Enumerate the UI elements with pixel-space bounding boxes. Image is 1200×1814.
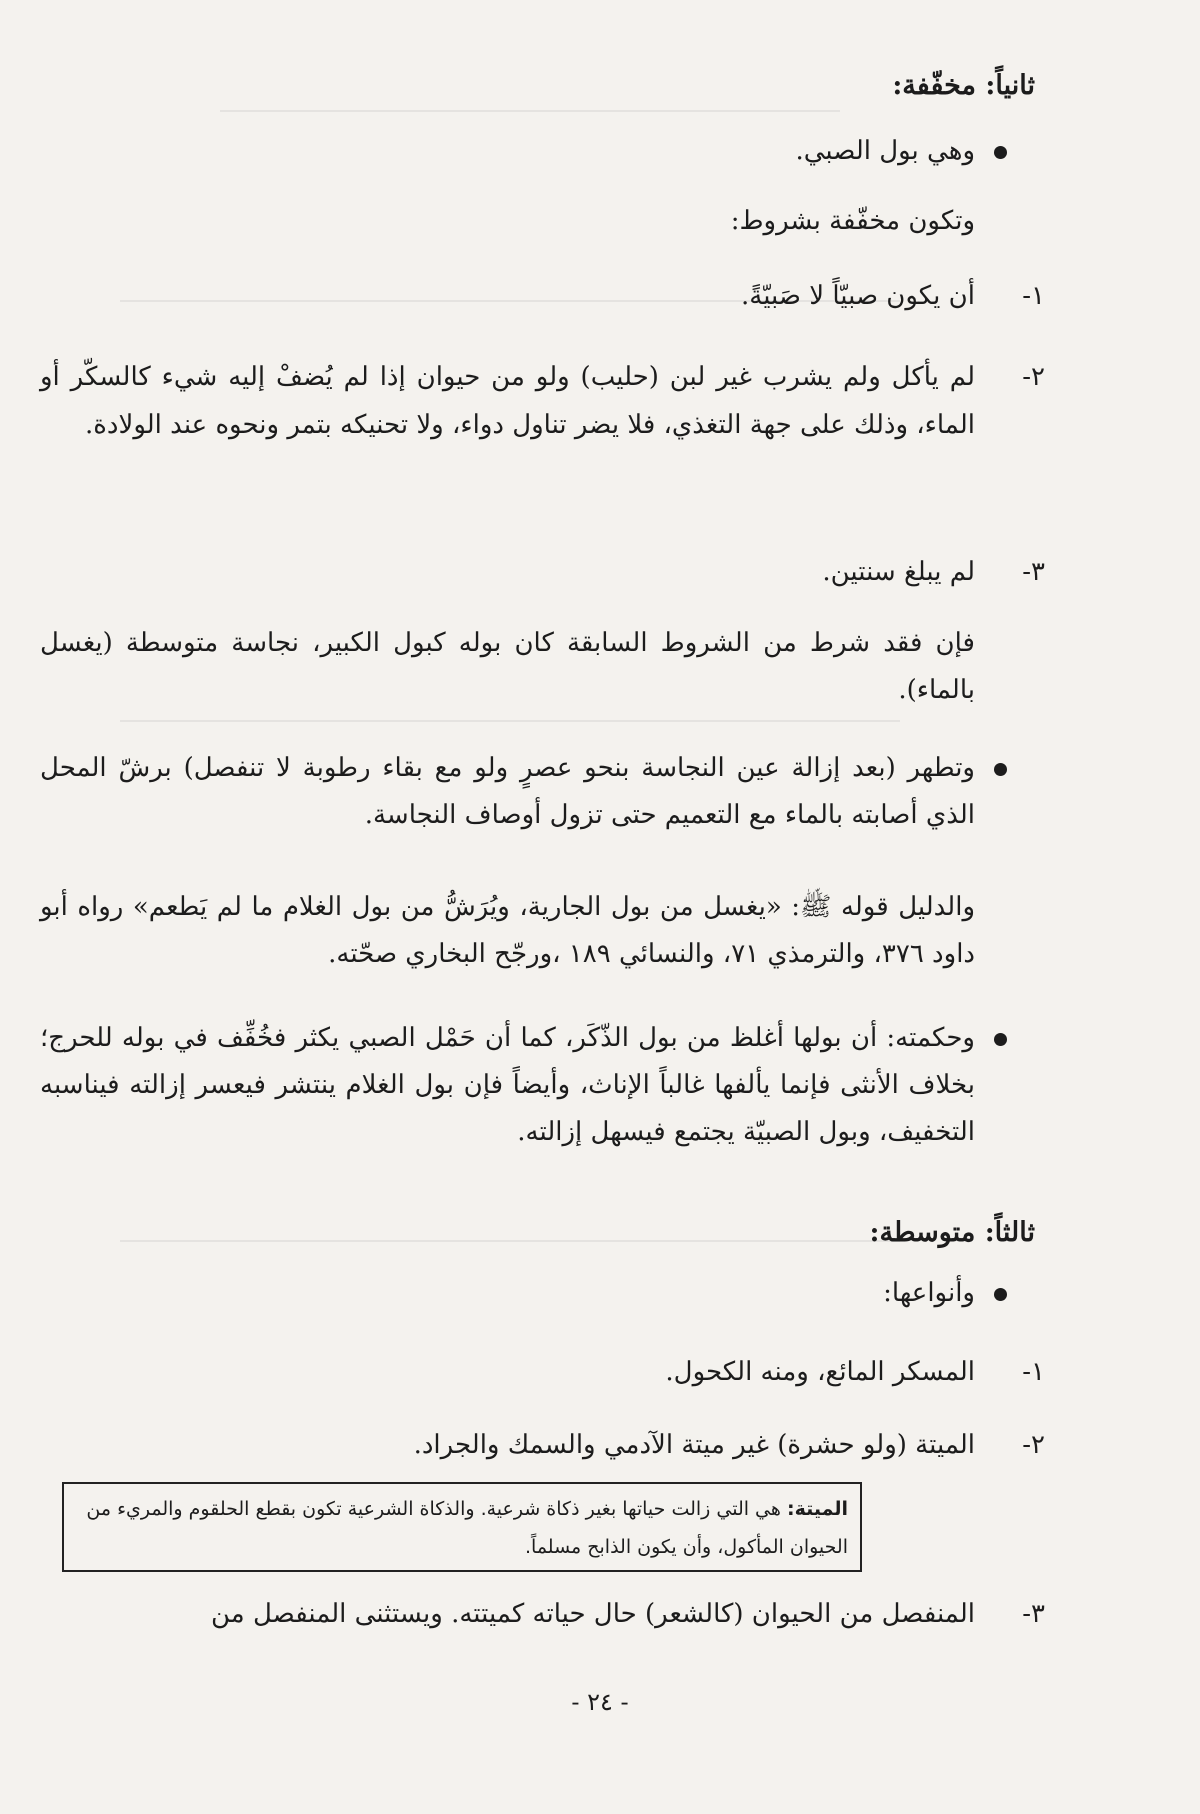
section-heading-second: ثانياً: مخفّفة: <box>892 70 1035 101</box>
section-heading-third: ثالثاً: متوسطة: <box>869 1217 1035 1248</box>
list-item-text: أن يكون صبيّاً لا صَبيّةً. <box>741 281 975 311</box>
list-item <box>40 548 1045 596</box>
list-item-number: ١- <box>1022 281 1045 311</box>
bullet-item <box>40 1015 975 1156</box>
bleed-through-line <box>220 110 840 112</box>
evidence-paragraph: والدليل قوله ﷺ: «يغسل من بول الجارية، ويُرَشُّ من بول الغلام ما لم يَطعم» رواه أبو داود ٣٧٦، والترمذي ٧١، والنسائي ١٨٩ ،ورجّح البخاري صحّته. <box>40 892 975 969</box>
list-item <box>40 272 1045 320</box>
bullet-text: وحكمته: أن بولها أغلظ من بول الذّكَر، كما أن حَمْل الصبي يكثر فخُفِّف في بوله للحرج؛ بخلاف الأنثى فإنما يألفها غالباً الإناث، وأيضاً فإن بول الغلام ينتشر فيعسر إزالته فيناسبه التخفيف، وبول الصبيّة يجتمع فيسهل إزالته. <box>40 1023 975 1147</box>
note-text: هي التي زالت حياتها بغير ذكاة شرعية. والذكاة الشرعية تكون بقطع الحلقوم والمريء من الحيوان المأكول، وأن يكون الذابح مسلماً. <box>86 1498 848 1558</box>
bullet-item <box>40 128 975 175</box>
bullet-text: وتطهر (بعد إزالة عين النجاسة بنحو عصرٍ ولو مع بقاء رطوبة لا تنفصل) برشّ المحل الذي أصابته بالماء مع التعميم حتى تزول أوصاف النجاسة. <box>40 753 975 830</box>
list-item-text: لم يأكل ولم يشرب غير لبن (حليب) ولو من حيوان إذا لم يُضفْ إليه شيء كالسكّر أو الماء، وذلك على جهة التغذي، فلا يضر تناول دواء، ولا تحنيكه بتمر ونحوه عند الولادة. <box>40 362 975 440</box>
definition-note-box <box>62 1482 862 1572</box>
bullet-text: وأنواعها: <box>883 1278 975 1308</box>
list-item-text: المنفصل من الحيوان (كالشعر) حال حياته كميتته. ويستثنى المنفصل من <box>210 1599 975 1629</box>
bleed-through-line <box>120 720 900 722</box>
list-item-text: المسكر المائع، ومنه الكحول. <box>665 1357 975 1387</box>
list-item-number: ٢- <box>1022 362 1045 392</box>
list-item <box>40 1590 1045 1638</box>
list-item-number: ٣- <box>1022 557 1045 587</box>
bullet-icon <box>994 146 1007 159</box>
bullet-icon <box>994 763 1007 776</box>
page-number: - ٢٤ - <box>571 1688 629 1716</box>
bullet-icon <box>994 1033 1007 1046</box>
note-term: الميتة: <box>786 1498 848 1520</box>
bullet-text: وهي بول الصبي. <box>795 136 975 166</box>
paragraph: فإن فقد شرط من الشروط السابقة كان بوله كبول الكبير، نجاسة متوسطة (يغسل بالماء). <box>40 628 975 705</box>
list-item-number: ٣- <box>1022 1599 1045 1629</box>
bullet-item <box>40 1270 975 1317</box>
list-item-number: ٢- <box>1022 1430 1045 1460</box>
conditions-intro: وتكون مخفّفة بشروط: <box>730 206 975 236</box>
bleed-through-line <box>120 1240 900 1242</box>
list-item-text: الميتة (ولو حشرة) غير ميتة الآدمي والسمك والجراد. <box>413 1430 975 1460</box>
bullet-item <box>40 745 975 839</box>
list-item <box>40 353 1045 449</box>
list-item-number: ١- <box>1022 1357 1045 1387</box>
list-item-text: لم يبلغ سنتين. <box>822 557 975 587</box>
list-item <box>40 1421 1045 1469</box>
list-item <box>40 1348 1045 1396</box>
bullet-icon <box>994 1288 1007 1301</box>
